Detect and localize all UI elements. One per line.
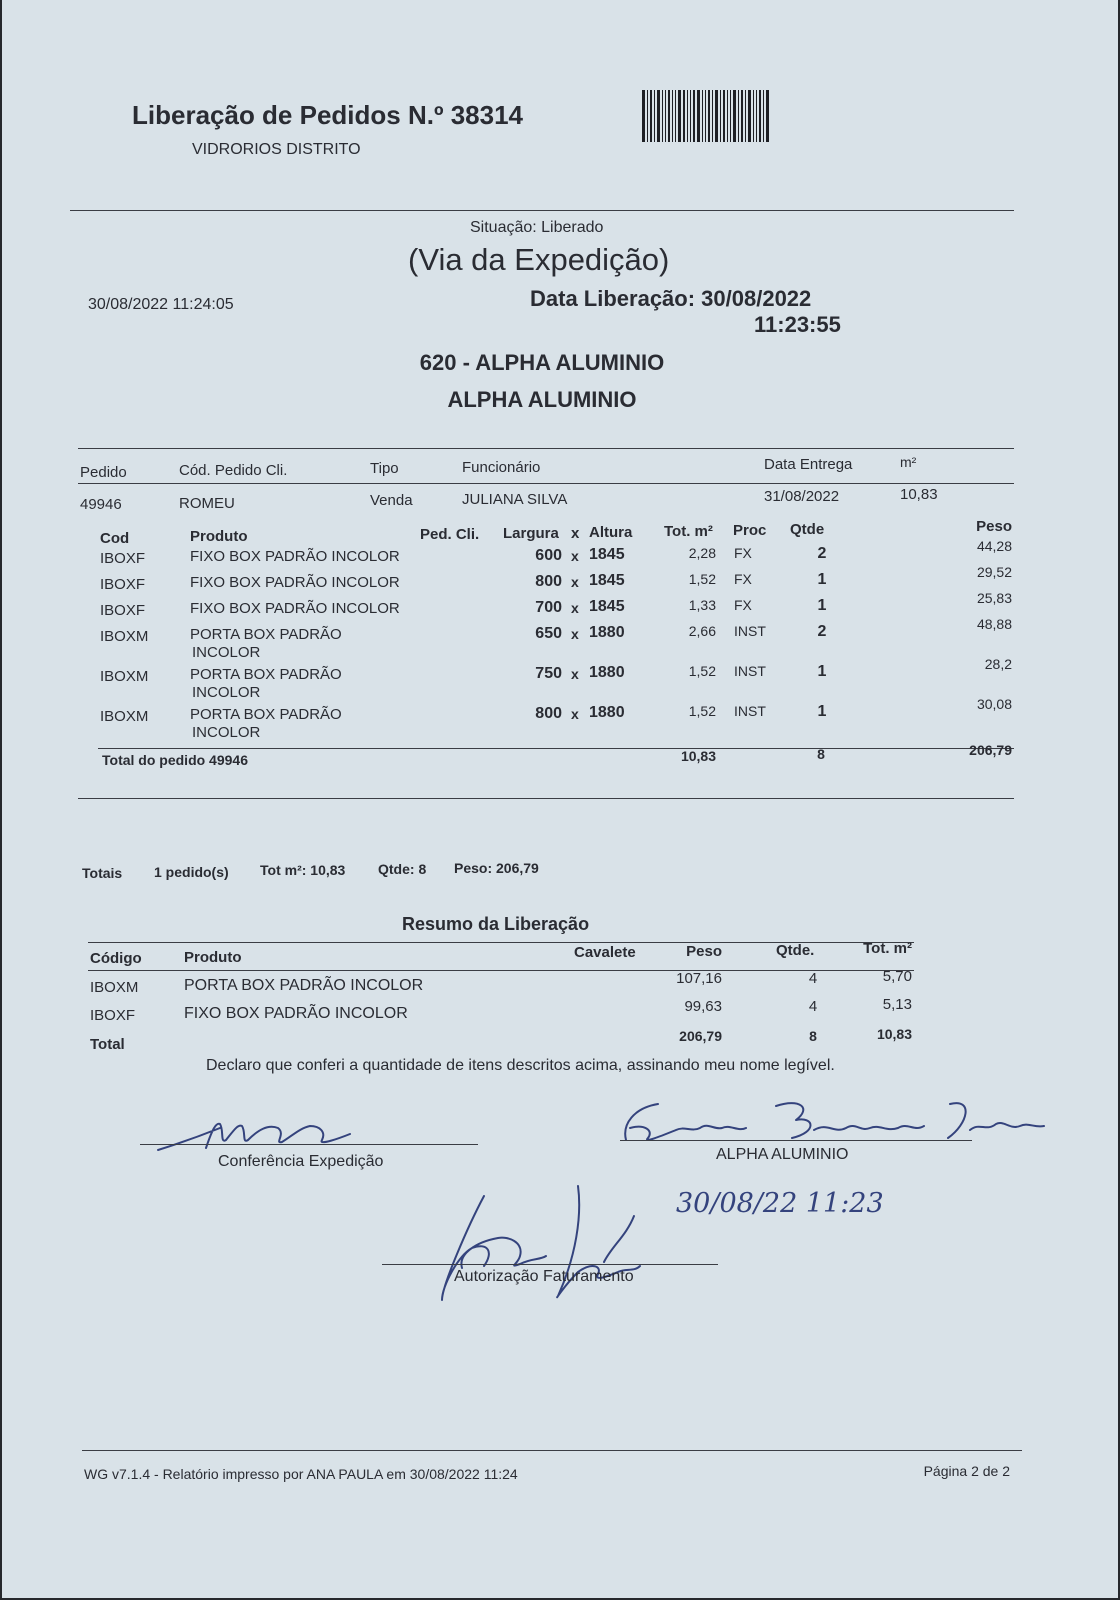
- items-cell-qtde: 1: [817, 703, 827, 720]
- order-m2: 10,83: [900, 486, 938, 503]
- items-cell-x: x: [571, 626, 579, 642]
- divider: [98, 748, 1014, 749]
- barcode-bar: [753, 90, 754, 142]
- items-cell-proc: FX: [734, 571, 752, 587]
- items-cell-proc: INST: [734, 663, 766, 679]
- signature-line: [382, 1264, 718, 1265]
- items-cell-tot_m2: 1,52: [688, 703, 716, 719]
- divider: [78, 798, 1014, 799]
- items-cell-largura: 650: [535, 625, 562, 642]
- items-cell-cod: IBOXF: [100, 550, 146, 567]
- conferencia-label: Conferência Expedição: [218, 1153, 384, 1170]
- items-cell-cod: IBOXF: [100, 602, 146, 619]
- barcode-bar: [708, 90, 710, 142]
- situation-label: Situação: Liberado: [470, 219, 604, 236]
- items-cell-qtde: 1: [817, 571, 827, 588]
- barcode-bar: [654, 90, 655, 142]
- items-cell-peso: 30,08: [976, 696, 1012, 712]
- items-col-altura: Altura: [589, 524, 633, 541]
- barcode-bar: [662, 90, 663, 142]
- footer-print-info: WG v7.1.4 - Relatório impresso por ANA PAULA em 30/08/2022 11:24: [84, 1466, 518, 1482]
- items-cell-proc: FX: [734, 545, 752, 561]
- items-cell-tot_m2: 1,33: [688, 597, 716, 613]
- items-cell-x: x: [571, 666, 579, 682]
- barcode-bar: [715, 90, 718, 142]
- barcode-bar: [730, 90, 731, 142]
- items-cell-tot_m2: 2,28: [688, 545, 716, 561]
- totals-label: Totais: [82, 865, 123, 881]
- summary-cell-qtde: 4: [808, 998, 818, 1015]
- client-signature-label: ALPHA ALUMINIO: [716, 1146, 849, 1163]
- barcode-bar: [756, 90, 757, 142]
- barcode-bar: [741, 90, 743, 142]
- items-cell-qtde: 1: [817, 597, 827, 614]
- barcode-bar: [650, 90, 652, 142]
- barcode-bar: [672, 90, 673, 142]
- items-cell-qtde: 1: [817, 663, 827, 680]
- client-order-code: ROMEU: [179, 495, 235, 512]
- order-total-qtde: 8: [817, 746, 825, 762]
- summary-total-m2: 10,83: [876, 1026, 912, 1042]
- items-cell-peso: 25,83: [976, 590, 1012, 606]
- items-cell-tot_m2: 2,66: [688, 623, 716, 639]
- barcode-bar: [759, 90, 761, 142]
- barcode-bar: [657, 90, 660, 142]
- items-cell-largura: 750: [535, 665, 562, 682]
- items-cell-produto: FIXO BOX PADRÃO INCOLOR: [190, 600, 400, 617]
- autorizacao-signature: [428, 1176, 658, 1306]
- summary-cell-tot_m2: 5,13: [882, 996, 912, 1013]
- summary-total-label: Total: [90, 1036, 125, 1053]
- delivery-date: 31/08/2022: [764, 488, 840, 505]
- items-col-cod: Cod: [100, 530, 130, 547]
- summary-cell-qtde: 4: [808, 970, 818, 987]
- summary-col-produto: Produto: [184, 949, 242, 966]
- col-pedido: Pedido: [80, 464, 127, 481]
- items-cell-cod: IBOXM: [100, 708, 149, 725]
- barcode-bar: [675, 90, 676, 142]
- items-cell-proc: INST: [734, 703, 766, 719]
- items-cell-altura: 1880: [589, 664, 625, 681]
- summary-total-peso: 206,79: [679, 1028, 722, 1044]
- via-label: (Via da Expedição): [408, 242, 670, 277]
- barcode-bar: [705, 90, 706, 142]
- barcode-bar: [647, 90, 648, 142]
- order-type: Venda: [370, 492, 413, 509]
- barcode-bar: [720, 90, 721, 142]
- items-col-largura: Largura: [503, 525, 559, 542]
- barcode-bar: [738, 90, 739, 142]
- items-col-proc: Proc: [733, 522, 767, 539]
- items-cell-peso: 28,2: [984, 656, 1012, 672]
- barcode-bar: [702, 90, 703, 142]
- barcode-bar: [642, 90, 645, 142]
- items-cell-produto: FIXO BOX PADRÃO INCOLOR: [190, 574, 400, 591]
- barcode-bar: [745, 90, 746, 142]
- declaration-text: Declaro que conferi a quantidade de itens descritos acima, assinando meu nome legível.: [206, 1057, 835, 1074]
- barcode-bar: [763, 90, 764, 142]
- barcode-bar: [678, 90, 681, 142]
- items-cell-altura: 1880: [589, 624, 625, 641]
- divider: [78, 483, 1014, 484]
- items-col-tot-m2: Tot. m²: [664, 523, 713, 540]
- order-total-label: Total do pedido 49946: [102, 752, 248, 768]
- items-col-qtde: Qtde: [790, 521, 825, 538]
- barcode-bar: [723, 90, 725, 142]
- items-cell-largura: 600: [535, 547, 562, 564]
- client-signature: [614, 1094, 1054, 1154]
- barcode: [642, 90, 771, 142]
- totals-pedidos: 1 pedido(s): [154, 864, 229, 880]
- release-time: 11:23:55: [754, 312, 841, 337]
- items-cell-produto: PORTA BOX PADRÃO: [190, 626, 342, 643]
- barcode-bar: [766, 90, 769, 142]
- summary-total-qtde: 8: [809, 1028, 817, 1044]
- items-cell-peso: 48,88: [976, 616, 1012, 632]
- summary-title: Resumo da Liberação: [402, 914, 590, 934]
- totals-m2: Tot m²: 10,83: [260, 862, 346, 878]
- items-cell-produto: PORTA BOX PADRÃO: [190, 666, 342, 683]
- items-cell-produto: PORTA BOX PADRÃO: [190, 706, 342, 723]
- summary-col-cavalete: Cavalete: [574, 944, 636, 961]
- print-datetime: 30/08/2022 11:24:05: [88, 296, 234, 313]
- summary-col-codigo: Código: [90, 950, 142, 967]
- handwritten-date: 30/08/22 11:23: [676, 1188, 884, 1219]
- client-name-code: 620 - ALPHA ALUMINIO: [419, 350, 665, 375]
- items-cell-altura: 1845: [589, 598, 625, 615]
- barcode-bar: [668, 90, 670, 142]
- order-number: 49946: [80, 496, 122, 513]
- items-col-ped-cli: Ped. Cli.: [420, 526, 480, 543]
- summary-cell-codigo: IBOXM: [90, 979, 139, 996]
- barcode-bar: [665, 90, 666, 142]
- items-col-produto: Produto: [190, 528, 248, 545]
- items-cell-cod: IBOXM: [100, 668, 149, 685]
- employee-name: JULIANA SILVA: [462, 491, 568, 508]
- barcode-bar: [697, 90, 700, 142]
- summary-col-peso: Peso: [686, 943, 722, 960]
- items-col-peso: Peso: [976, 518, 1012, 535]
- items-cell-proc: INST: [734, 623, 766, 639]
- items-cell-tot_m2: 1,52: [688, 663, 716, 679]
- autorizacao-label: Autorização Faturamento: [454, 1268, 634, 1285]
- items-cell-largura: 700: [535, 599, 562, 616]
- summary-cell-codigo: IBOXF: [90, 1007, 136, 1024]
- barcode-bar: [693, 90, 695, 142]
- items-cell-qtde: 2: [817, 623, 827, 640]
- barcode-bar: [712, 90, 713, 142]
- barcode-bar: [733, 90, 736, 142]
- document-page: [2, 0, 1118, 1598]
- items-cell-largura: 800: [535, 705, 562, 722]
- items-cell-peso: 44,28: [976, 538, 1012, 554]
- items-cell-proc: FX: [734, 597, 752, 613]
- col-cod-cli: Cód. Pedido Cli.: [179, 462, 288, 479]
- barcode-bar: [683, 90, 685, 142]
- items-cell-altura: 1845: [589, 572, 625, 589]
- summary-cell-tot_m2: 5,70: [882, 968, 912, 985]
- summary-cell-peso: 107,16: [676, 970, 722, 987]
- divider: [78, 448, 1014, 449]
- order-total-peso: 206,79: [969, 742, 1012, 758]
- signature-line: [140, 1144, 478, 1145]
- barcode-bar: [690, 90, 691, 142]
- items-col-x: x: [571, 525, 580, 542]
- items-cell-cod: IBOXM: [100, 628, 149, 645]
- items-cell-x: x: [571, 548, 579, 564]
- items-cell-tot_m2: 1,52: [688, 571, 716, 587]
- divider: [70, 210, 1014, 211]
- order-total-m2: 10,83: [680, 748, 716, 764]
- page-number: Página 2 de 2: [923, 1463, 1010, 1479]
- items-cell-peso: 29,52: [976, 564, 1012, 580]
- items-cell-qtde: 2: [817, 545, 827, 562]
- items-cell-largura: 800: [535, 573, 562, 590]
- barcode-bar: [687, 90, 688, 142]
- summary-col-tot-m2: Tot. m²: [863, 940, 912, 957]
- summary-col-qtde: Qtde.: [776, 942, 815, 959]
- signature-line: [620, 1140, 972, 1141]
- summary-cell-produto: PORTA BOX PADRÃO INCOLOR: [184, 977, 424, 994]
- items-cell-x: x: [571, 574, 579, 590]
- items-cell-x: x: [571, 600, 579, 616]
- items-cell-cod: IBOXF: [100, 576, 146, 593]
- totals-qtde: Qtde: 8: [378, 861, 427, 877]
- items-cell-produto2: INCOLOR: [192, 724, 261, 741]
- summary-cell-peso: 99,63: [684, 998, 722, 1015]
- barcode-bar: [727, 90, 728, 142]
- items-cell-produto2: INCOLOR: [192, 644, 261, 661]
- col-tipo: Tipo: [370, 460, 399, 477]
- release-date: Data Liberação: 30/08/2022: [530, 286, 812, 311]
- divider: [82, 1450, 1022, 1451]
- divider: [88, 970, 914, 971]
- items-cell-produto: FIXO BOX PADRÃO INCOLOR: [190, 548, 400, 565]
- barcode-bar: [748, 90, 751, 142]
- col-data-entrega: Data Entrega: [764, 456, 853, 473]
- items-cell-altura: 1845: [589, 546, 625, 563]
- document-title: Liberação de Pedidos N.º 38314: [132, 100, 523, 130]
- items-cell-produto2: INCOLOR: [192, 684, 261, 701]
- client-name: ALPHA ALUMINIO: [447, 387, 637, 412]
- items-cell-altura: 1880: [589, 704, 625, 721]
- col-m2: m²: [900, 454, 917, 470]
- company-name: VIDRORIOS DISTRITO: [192, 141, 361, 158]
- totals-peso: Peso: 206,79: [454, 860, 539, 876]
- items-cell-x: x: [571, 706, 579, 722]
- summary-cell-produto: FIXO BOX PADRÃO INCOLOR: [184, 1005, 408, 1022]
- col-funcionario: Funcionário: [462, 459, 541, 476]
